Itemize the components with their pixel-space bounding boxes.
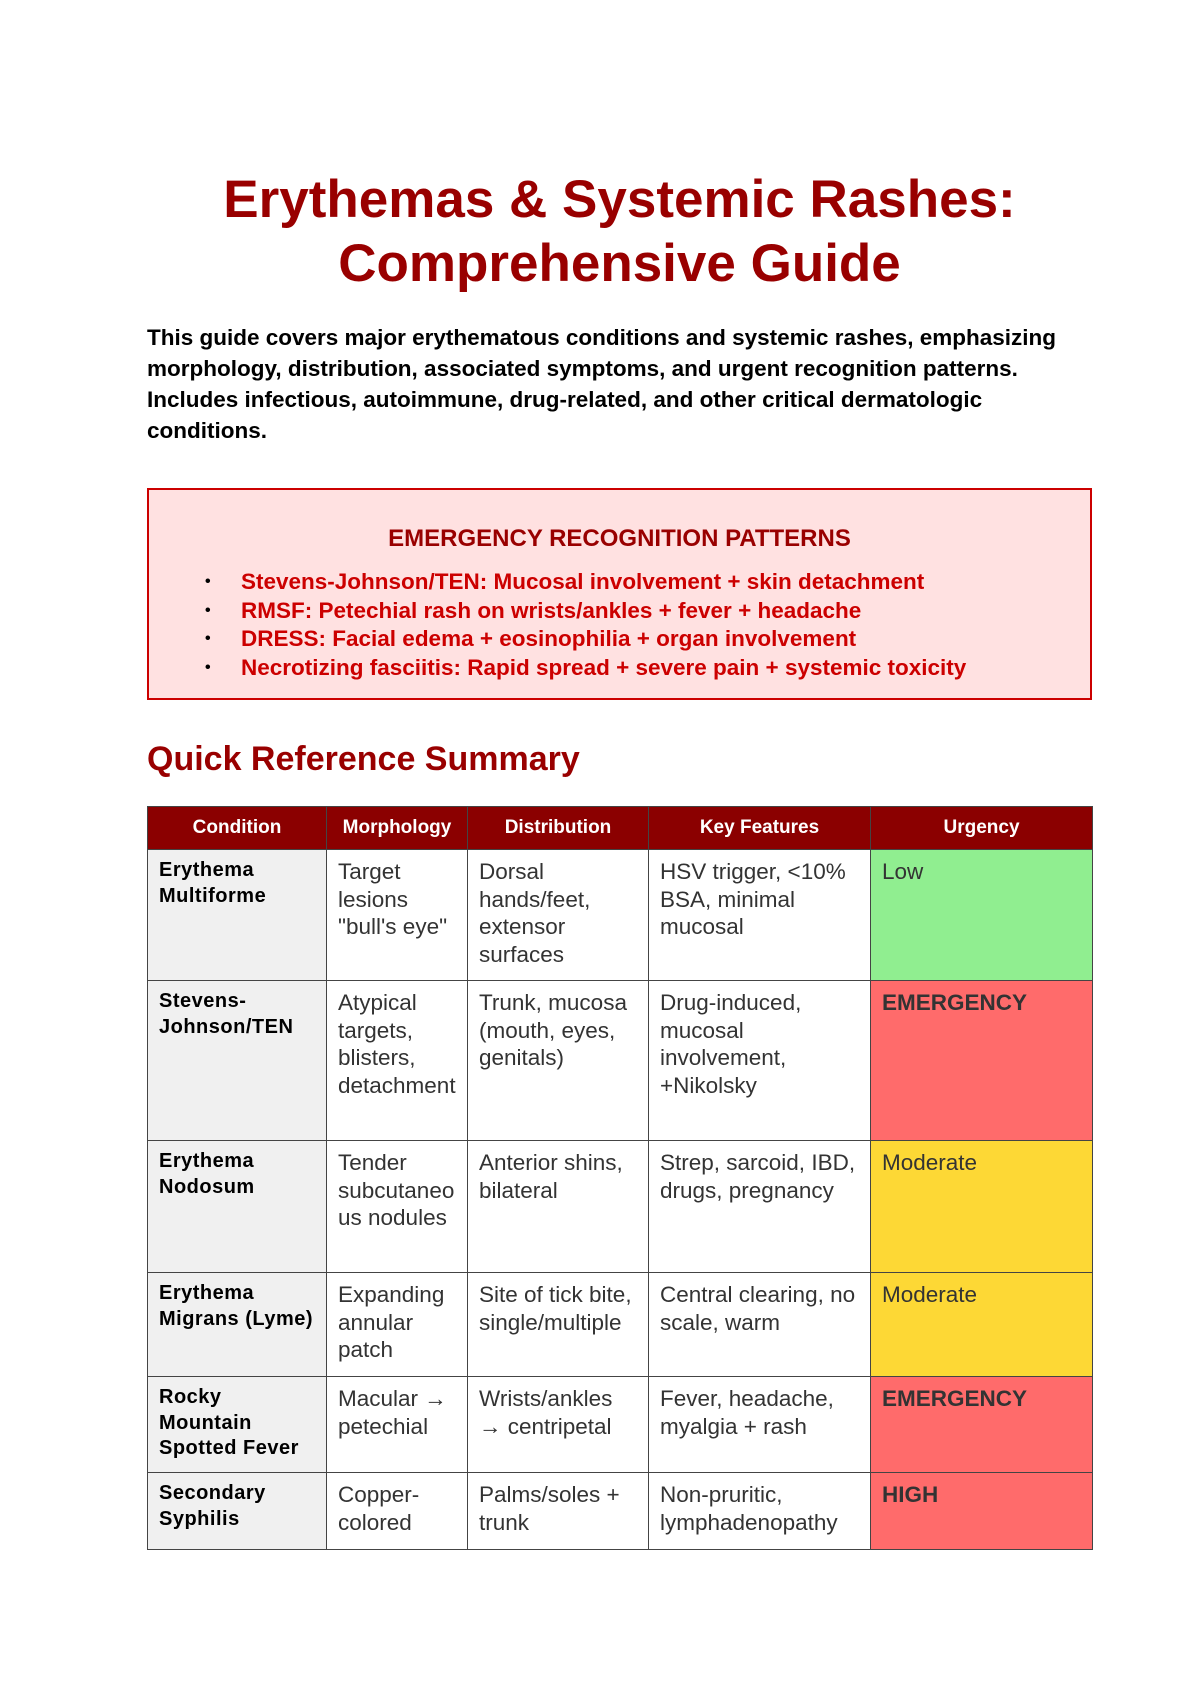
cell-urgency-badge: Moderate [871,1273,1093,1377]
cell-morphology: Expanding annular patch [327,1273,468,1377]
cell-morphology: Copper-colored [327,1473,468,1550]
bullet-icon: • [205,601,211,619]
cell-distribution: Dorsal hands/feet, extensor surfaces [468,850,649,981]
cell-urgency-badge: EMERGENCY [871,981,1093,1141]
table-row [148,981,1093,1141]
cell-morphology: Tender subcutaneous nodules [327,1141,468,1273]
emergency-callout [147,488,1092,700]
emergency-item [205,568,1090,597]
cell-morphology: Macular → petechial [327,1377,468,1473]
bullet-icon: • [205,630,211,647]
cell-condition: Rocky Mountain Spotted Fever [148,1377,327,1473]
intro-paragraph: This guide covers major erythematous conditions and systemic rashes, emphasizing morphology, distribution, associated symptoms, and urgent recognition patterns. Includes infectious, autoimmune, drug-related, and other critical dermatologic conditions. [147,325,1057,443]
cell-distribution: Wrists/ankles → centripetal [468,1377,649,1473]
cell-condition: Erythema Nodosum [148,1141,327,1273]
cell-distribution: Palms/soles + trunk [468,1473,649,1550]
document-title [147,168,1092,296]
cell-condition: Erythema Multiforme [148,850,327,981]
emergency-item [205,597,1090,626]
column-header-urgency: Urgency [871,807,1093,850]
emergency-item [205,654,1090,683]
cell-morphology: Target lesions "bull's eye" [327,850,468,981]
emergency-list [149,568,1090,682]
cell-key-features: Strep, sarcoid, IBD, drugs, pregnancy [649,1141,871,1273]
cell-key-features: Drug-induced, mucosal involvement, +Nikolsky [649,981,871,1141]
table-row [148,1377,1093,1473]
emergency-item [205,625,1090,654]
cell-key-features: Central clearing, no scale, warm [649,1273,871,1377]
cell-condition: Stevens-Johnson/TEN [148,981,327,1141]
cell-distribution: Trunk, mucosa (mouth, eyes, genitals) [468,981,649,1141]
table-row [148,850,1093,981]
column-header-distribution: Distribution [468,807,649,850]
title-line-1: Erythemas & Systemic Rashes: [223,170,1016,229]
cell-key-features: HSV trigger, <10% BSA, minimal mucosal [649,850,871,981]
table-row [148,1273,1093,1377]
emergency-item-text: RMSF: Petechial rash on wrists/ankles + fever + headache [241,597,862,623]
cell-urgency-badge: HIGH [871,1473,1093,1550]
table-header-row [148,807,1093,850]
emergency-item-text: Stevens-Johnson/TEN: Mucosal involvement + skin detachment [241,569,925,594]
bullet-icon: • [205,658,211,676]
cell-condition: Erythema Migrans (Lyme) [148,1273,327,1377]
section-title-summary: Quick Reference Summary [147,740,580,778]
emergency-heading: EMERGENCY RECOGNITION PATTERNS [388,525,851,552]
cell-morphology: Atypical targets, blisters, detachment [327,981,468,1141]
title-line-2: Comprehensive Guide [338,234,901,293]
bullet-icon: • [205,573,211,590]
emergency-item-text: DRESS: Facial edema + eosinophilia + organ involvement [241,626,857,651]
cell-distribution: Site of tick bite, single/multiple [468,1273,649,1377]
quick-reference-table [147,806,1093,1550]
cell-urgency-badge: Low [871,850,1093,981]
cell-urgency-badge: EMERGENCY [871,1377,1093,1473]
cell-key-features: Non-pruritic, lymphadenopathy [649,1473,871,1550]
document-page [147,0,1092,1550]
column-header-key-features: Key Features [649,807,871,850]
table-row [148,1141,1093,1273]
cell-condition: Secondary Syphilis [148,1473,327,1550]
cell-distribution: Anterior shins, bilateral [468,1141,649,1273]
column-header-morphology: Morphology [327,807,468,850]
cell-urgency-badge: Moderate [871,1141,1093,1273]
table-row [148,1473,1093,1550]
cell-key-features: Fever, headache, myalgia + rash [649,1377,871,1473]
column-header-condition: Condition [148,807,327,850]
emergency-item-text: Necrotizing fasciitis: Rapid spread + severe pain + systemic toxicity [241,654,967,680]
